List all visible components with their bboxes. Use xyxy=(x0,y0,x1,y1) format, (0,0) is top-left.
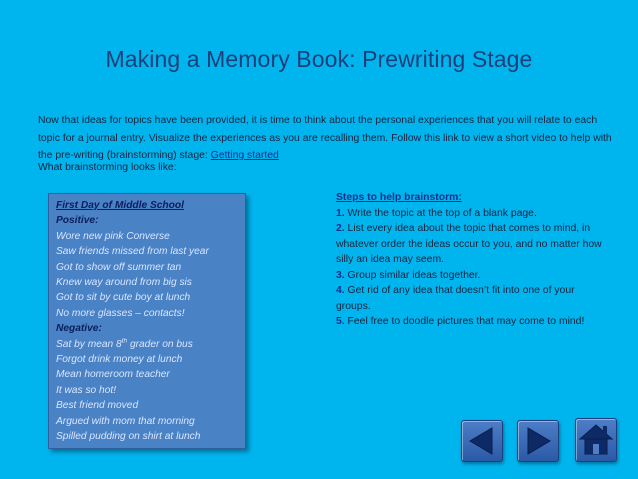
positive-item: Saw friends missed from last year xyxy=(56,246,209,258)
step-number: 2. xyxy=(336,223,345,234)
positive-item: Wore new pink Converse xyxy=(56,230,170,242)
negative-item: Best friend moved xyxy=(56,400,139,412)
positive-item: Got to show off summer tan xyxy=(56,261,182,273)
negative-item: Mean homeroom teacher xyxy=(56,369,170,381)
brainstorm-steps xyxy=(336,190,611,330)
negative-item: Argued with mom that morning xyxy=(56,415,195,427)
step-item xyxy=(336,221,611,268)
step-number: 1. xyxy=(336,207,345,219)
right-triangle-icon xyxy=(518,421,558,461)
step-number: 5. xyxy=(336,316,345,327)
house-icon xyxy=(576,419,616,461)
previous-slide-button[interactable] xyxy=(461,420,503,462)
home-button[interactable] xyxy=(575,418,617,462)
step-text: Write the topic at the top of a blank page. xyxy=(344,207,537,219)
left-triangle-icon xyxy=(462,421,502,461)
step-number: 3. xyxy=(336,269,345,281)
step-text: Group similar ideas together. xyxy=(344,269,481,281)
positive-item: Knew way around from big sis xyxy=(56,277,192,289)
step-text: List every idea about the topic that comes to mind, in whatever order the ideas occur to you, and no matter how silly an idea may seem. xyxy=(336,223,602,265)
negative-item: Forgot drink money at lunch xyxy=(56,354,183,366)
negative-item-text: grader on bus xyxy=(127,338,193,350)
next-slide-button[interactable] xyxy=(517,420,559,462)
step-text: Feel free to doodle pictures that may come to mind! xyxy=(344,316,585,327)
ordinal-suffix: th xyxy=(121,337,128,345)
negative-item: Spilled pudding on shirt at lunch xyxy=(56,431,201,443)
negative-item xyxy=(56,337,245,352)
brainstorm-example-box xyxy=(48,193,246,449)
positive-item: Got to sit by cute boy at lunch xyxy=(56,292,191,304)
example-topic: First Day of Middle School xyxy=(56,200,184,211)
steps-heading: Steps to help brainstorm: xyxy=(336,192,462,203)
step-item xyxy=(336,268,611,284)
intro-text: Now that ideas for topics have been provided, it is time to think about the personal experiences that you will relate to each topic for a journal entry. Visualize the experiences as you are recalling them. Follow this link to view a short video to help with the pre-writing (brainstorming) stage: xyxy=(38,115,612,161)
intro-paragraph xyxy=(38,112,618,165)
negative-label: Negative: xyxy=(56,323,102,335)
step-item xyxy=(336,206,611,222)
step-item xyxy=(336,283,611,314)
positive-item: No more glasses – contacts! xyxy=(56,307,185,319)
negative-item: It was so hot! xyxy=(56,384,117,396)
negative-item-text: Sat by mean 8 xyxy=(56,338,122,350)
step-number: 4. xyxy=(336,285,345,296)
getting-started-link[interactable]: Getting started xyxy=(210,150,279,161)
slide-title: Making a Memory Book: Prewriting Stage xyxy=(105,46,533,72)
step-text: Get rid of any idea that doesn’t fit into one of your groups. xyxy=(336,285,575,312)
brainstorm-looks-like-label: What brainstorming looks like: xyxy=(38,162,177,173)
step-item xyxy=(336,314,611,330)
positive-label: Positive: xyxy=(56,215,99,227)
